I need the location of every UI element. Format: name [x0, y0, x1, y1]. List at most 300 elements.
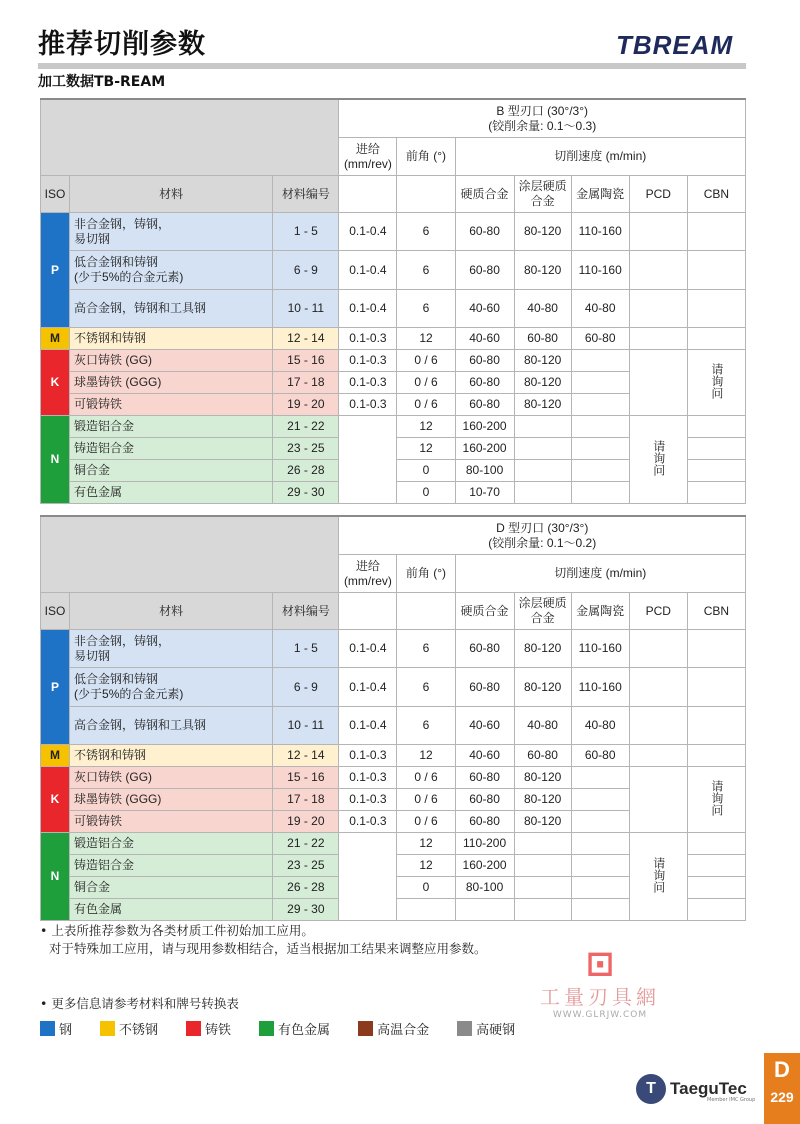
- material-name-detail: 易切钢: [74, 648, 111, 663]
- cbn-cell: [687, 707, 745, 745]
- cermet-speed-cell: [571, 350, 629, 372]
- iso-group-n: N: [41, 833, 70, 921]
- rake-cell: 0: [397, 460, 455, 482]
- section-tab: [764, 1053, 800, 1124]
- cermet-header: 金属陶瓷: [571, 593, 629, 630]
- legend-item: [457, 1019, 515, 1038]
- cbn-header: CBN: [687, 593, 745, 630]
- material-no-cell: 12 - 14: [273, 328, 339, 350]
- material-cell: [70, 833, 273, 855]
- legend-label: 不锈钢: [119, 1023, 159, 1038]
- coated-speed-cell: 80-120: [514, 350, 571, 372]
- feed-cell: 0.1-0.3: [339, 328, 397, 350]
- feed-cell: 0.1-0.3: [339, 811, 397, 833]
- material-no-header: 材料编号: [273, 176, 339, 213]
- header-row: [41, 516, 746, 555]
- cermet-speed-cell: [571, 416, 629, 438]
- inquiry-text: 请询问: [651, 856, 666, 893]
- material-name: 灰口铸铁 (GG): [74, 770, 153, 784]
- rake-blank: [397, 593, 455, 630]
- pcd-inquiry-cell: [629, 833, 687, 921]
- pcd-inquiry-cell: [629, 416, 687, 504]
- material-name: 低合金钢和铸钢: [74, 255, 159, 269]
- coated-speed-cell: [514, 899, 571, 921]
- material-name: 铸造铝合金: [74, 441, 135, 455]
- cbn-inquiry-cell: [687, 350, 745, 416]
- cermet-header: 金属陶瓷: [571, 176, 629, 213]
- legend-swatch: [40, 1021, 55, 1036]
- watermark-text: 工量刃具網: [540, 985, 660, 1009]
- material-name: 非合金钢，铸钢，: [74, 633, 171, 648]
- material-no-cell: 1 - 5: [273, 630, 339, 668]
- coated-carbide-header: 涂层硬质合金: [514, 176, 571, 213]
- carbide-speed-cell: 60-80: [455, 668, 514, 707]
- material-legend: [40, 1019, 543, 1038]
- rake-cell: 0: [397, 877, 455, 899]
- carbide-speed-cell: 60-80: [455, 213, 514, 251]
- rake-cell: 12: [397, 745, 455, 767]
- material-name: 铸造铝合金: [74, 858, 135, 872]
- material-cell: [70, 290, 273, 328]
- material-no-cell: 6 - 9: [273, 251, 339, 290]
- legend-label: 高温合金: [377, 1023, 430, 1038]
- material-name: 铜合金: [74, 463, 111, 477]
- feed-cell-empty: [339, 416, 397, 504]
- inquiry-text: 请询问: [709, 779, 724, 816]
- material-cell: [70, 350, 273, 372]
- material-cell: [70, 899, 273, 921]
- cbn-header: CBN: [687, 176, 745, 213]
- material-no-cell: 19 - 20: [273, 394, 339, 416]
- cermet-speed-cell: 110-160: [571, 668, 629, 707]
- material-name: 低合金钢和铸钢: [74, 672, 159, 686]
- table-row: [41, 328, 746, 350]
- material-no-cell: 10 - 11: [273, 290, 339, 328]
- reaming-allowance: (铰削余量: 0.1～0.3): [488, 118, 597, 133]
- rake-cell: 12: [397, 855, 455, 877]
- table-row: [41, 213, 746, 251]
- material-no-cell: 12 - 14: [273, 745, 339, 767]
- watermark-icon: ⊡: [585, 944, 615, 984]
- rake-cell: 6: [397, 707, 455, 745]
- cermet-speed-cell: [571, 372, 629, 394]
- page-subtitle: 加工数据TB-REAM: [38, 74, 166, 90]
- material-name: 不锈钢和铸钢: [74, 748, 147, 762]
- coated-carbide-header: 涂层硬质合金: [514, 593, 571, 630]
- taegutec-subtitle: Member IMC Group: [707, 1097, 756, 1103]
- cermet-speed-cell: 40-80: [571, 707, 629, 745]
- coated-speed-cell: 60-80: [514, 328, 571, 350]
- cutting-data-table-d: [40, 515, 746, 921]
- carbide-speed-cell: 160-200: [455, 416, 514, 438]
- legend-label: 高硬钢: [476, 1023, 516, 1038]
- material-cell: [70, 372, 273, 394]
- inquiry-text: 请询问: [651, 439, 666, 476]
- material-header: 材料: [70, 176, 273, 213]
- cbn-cell: [687, 899, 745, 921]
- legend-swatch: [259, 1021, 274, 1036]
- iso-group-p: P: [41, 213, 70, 328]
- cbn-inquiry-cell: [687, 767, 745, 833]
- coated-speed-cell: 80-120: [514, 213, 571, 251]
- material-cell: [70, 767, 273, 789]
- pcd-cell: [629, 668, 687, 707]
- rake-angle-header: 前角 (°): [397, 138, 455, 176]
- table-row: [41, 767, 746, 789]
- iso-header: ISO: [41, 593, 70, 630]
- feed-cell: 0.1-0.4: [339, 630, 397, 668]
- cermet-speed-cell: 110-160: [571, 630, 629, 668]
- legend-label: 钢: [59, 1023, 73, 1038]
- material-cell: [70, 328, 273, 350]
- legend-swatch: [358, 1021, 373, 1036]
- material-no-cell: 23 - 25: [273, 855, 339, 877]
- cbn-cell: [687, 668, 745, 707]
- material-name: 灰口铸铁 (GG): [74, 353, 153, 367]
- watermark: [530, 944, 670, 1020]
- rake-cell: 6: [397, 668, 455, 707]
- coated-speed-cell: [514, 877, 571, 899]
- note-conversion-table: • 更多信息请参考材料和牌号转换表: [40, 996, 239, 1011]
- rake-blank: [397, 176, 455, 213]
- iso-header: ISO: [41, 176, 70, 213]
- cermet-speed-cell: [571, 482, 629, 504]
- rake-cell: 12: [397, 328, 455, 350]
- material-name-detail: (少于5%的合金元素): [74, 687, 184, 701]
- taegutec-name: TaeguTec: [670, 1079, 747, 1098]
- legend-label: 铸铁: [205, 1023, 232, 1038]
- cbn-cell: [687, 213, 745, 251]
- material-no-cell: 29 - 30: [273, 899, 339, 921]
- material-cell: [70, 745, 273, 767]
- pcd-cell: [629, 745, 687, 767]
- material-cell: [70, 416, 273, 438]
- cermet-speed-cell: 40-80: [571, 290, 629, 328]
- cermet-speed-cell: [571, 460, 629, 482]
- material-cell: [70, 251, 273, 290]
- coated-speed-cell: [514, 416, 571, 438]
- note-line: 对于特殊加工应用，请与现用参数相结合，适当根据加工结果来调整应用参数。: [49, 941, 487, 956]
- material-name: 锻造铝合金: [74, 419, 135, 433]
- legend-swatch: [100, 1021, 115, 1036]
- feed-cell: 0.1-0.4: [339, 251, 397, 290]
- iso-group-p: P: [41, 630, 70, 745]
- carbide-speed-cell: 40-60: [455, 328, 514, 350]
- pcd-cell: [629, 290, 687, 328]
- cermet-speed-cell: [571, 789, 629, 811]
- material-no-cell: 17 - 18: [273, 372, 339, 394]
- rake-cell: 12: [397, 833, 455, 855]
- header-row: [41, 176, 746, 213]
- cbn-cell: [687, 855, 745, 877]
- material-no-header: 材料编号: [273, 593, 339, 630]
- pcd-cell: [629, 707, 687, 745]
- pcd-header: PCD: [629, 593, 687, 630]
- cbn-cell: [687, 482, 745, 504]
- rake-cell: 0 / 6: [397, 350, 455, 372]
- cbn-cell: [687, 328, 745, 350]
- legend-item: [100, 1019, 158, 1038]
- rake-cell: 6: [397, 290, 455, 328]
- carbide-speed-cell: 60-80: [455, 811, 514, 833]
- table-row: [41, 251, 746, 290]
- coated-speed-cell: 80-120: [514, 372, 571, 394]
- coated-speed-cell: 60-80: [514, 745, 571, 767]
- feed-cell: 0.1-0.3: [339, 394, 397, 416]
- rake-cell: 0 / 6: [397, 789, 455, 811]
- material-no-cell: 19 - 20: [273, 811, 339, 833]
- material-cell: [70, 213, 273, 251]
- feed-cell: 0.1-0.4: [339, 668, 397, 707]
- carbide-speed-cell: 60-80: [455, 372, 514, 394]
- material-cell: [70, 482, 273, 504]
- feed-header: 进给(mm/rev): [339, 555, 397, 593]
- carbide-speed-cell: 80-100: [455, 877, 514, 899]
- header-row: [41, 593, 746, 630]
- material-cell: [70, 668, 273, 707]
- pcd-cell: [629, 630, 687, 668]
- legend-swatch: [186, 1021, 201, 1036]
- material-cell: [70, 707, 273, 745]
- pcd-cell: [629, 251, 687, 290]
- coated-speed-cell: [514, 438, 571, 460]
- pcd-cell: [629, 328, 687, 350]
- carbide-speed-cell: 60-80: [455, 767, 514, 789]
- cbn-cell: [687, 460, 745, 482]
- iso-group-k: K: [41, 350, 70, 416]
- cermet-speed-cell: [571, 833, 629, 855]
- feed-cell-empty: [339, 833, 397, 921]
- coated-speed-cell: 80-120: [514, 811, 571, 833]
- carbide-speed-cell: 60-80: [455, 394, 514, 416]
- cutting-speed-header: 切削速度 (m/min): [455, 555, 745, 593]
- coated-speed-cell: [514, 482, 571, 504]
- material-no-cell: 21 - 22: [273, 416, 339, 438]
- reaming-allowance: (铰削余量: 0.1～0.2): [488, 535, 597, 550]
- material-cell: [70, 394, 273, 416]
- pcd-cell-empty: [629, 767, 687, 833]
- material-name: 球墨铸铁 (GGG): [74, 375, 162, 389]
- feed-cell: 0.1-0.3: [339, 372, 397, 394]
- material-cell: [70, 438, 273, 460]
- material-name: 球墨铸铁 (GGG): [74, 792, 162, 806]
- note-initial-application: [40, 922, 487, 958]
- material-no-cell: 15 - 16: [273, 350, 339, 372]
- cbn-cell: [687, 630, 745, 668]
- edge-type-title: D 型刃口 (30°/3°): [496, 520, 589, 535]
- cbn-cell: [687, 416, 745, 438]
- note-line: • 上表所推荐参数为各类材质工件初始加工应用。: [40, 923, 314, 938]
- coated-speed-cell: [514, 460, 571, 482]
- material-cell: [70, 789, 273, 811]
- coated-speed-cell: 80-120: [514, 394, 571, 416]
- legend-label: 有色金属: [278, 1023, 331, 1038]
- material-name: 高合金钢，铸钢和工具钢: [74, 301, 207, 315]
- table-row: [41, 350, 746, 372]
- cbn-cell: [687, 833, 745, 855]
- coated-speed-cell: 40-80: [514, 290, 571, 328]
- edge-type-header: [339, 99, 746, 138]
- cermet-speed-cell: [571, 899, 629, 921]
- carbide-speed-cell: 60-80: [455, 251, 514, 290]
- cutting-data-table-b: [40, 98, 746, 504]
- legend-item: [40, 1019, 72, 1038]
- page-title: 推荐切削参数: [38, 29, 206, 60]
- legend-item: [358, 1019, 429, 1038]
- iso-group-n: N: [41, 416, 70, 504]
- material-no-cell: 23 - 25: [273, 438, 339, 460]
- material-cell: [70, 630, 273, 668]
- carbide-speed-cell: 160-200: [455, 438, 514, 460]
- rake-angle-header: 前角 (°): [397, 555, 455, 593]
- coated-speed-cell: 40-80: [514, 707, 571, 745]
- cermet-speed-cell: [571, 877, 629, 899]
- watermark-url: WWW.GLRJW.COM: [552, 1010, 648, 1020]
- table-row: [41, 833, 746, 855]
- page-number: 229: [770, 1089, 794, 1105]
- inquiry-text: 请询问: [709, 362, 724, 399]
- material-name: 铜合金: [74, 880, 111, 894]
- table-row: [41, 630, 746, 668]
- legend-item: [186, 1019, 231, 1038]
- cermet-speed-cell: 60-80: [571, 328, 629, 350]
- material-no-cell: 26 - 28: [273, 460, 339, 482]
- pcd-header: PCD: [629, 176, 687, 213]
- material-cell: [70, 855, 273, 877]
- table-row: [41, 745, 746, 767]
- feed-cell: 0.1-0.4: [339, 290, 397, 328]
- edge-type-title: B 型刃口 (30°/3°): [496, 103, 589, 118]
- cbn-cell: [687, 877, 745, 899]
- feed-blank: [339, 593, 397, 630]
- iso-group-k: K: [41, 767, 70, 833]
- material-no-cell: 29 - 30: [273, 482, 339, 504]
- material-cell: [70, 811, 273, 833]
- material-no-cell: 15 - 16: [273, 767, 339, 789]
- cbn-cell: [687, 438, 745, 460]
- feed-cell: 0.1-0.3: [339, 767, 397, 789]
- carbide-speed-cell: 60-80: [455, 789, 514, 811]
- feed-cell: 0.1-0.3: [339, 745, 397, 767]
- material-name-detail: 易切钢: [74, 231, 111, 246]
- legend-item: [259, 1019, 330, 1038]
- feed-header: 进给(mm/rev): [339, 138, 397, 176]
- rake-cell: 0 / 6: [397, 394, 455, 416]
- rake-cell: 0: [397, 482, 455, 504]
- cbn-cell: [687, 251, 745, 290]
- legend-swatch: [457, 1021, 472, 1036]
- material-no-cell: 17 - 18: [273, 789, 339, 811]
- carbide-speed-cell: 10-70: [455, 482, 514, 504]
- table-row: [41, 290, 746, 328]
- cermet-speed-cell: [571, 855, 629, 877]
- coated-speed-cell: [514, 833, 571, 855]
- material-cell: [70, 460, 273, 482]
- table-row: [41, 707, 746, 745]
- table-row: [41, 668, 746, 707]
- coated-speed-cell: 80-120: [514, 789, 571, 811]
- material-name-detail: (少于5%的合金元素): [74, 270, 184, 284]
- cbn-cell: [687, 290, 745, 328]
- rake-cell: 12: [397, 438, 455, 460]
- carbide-speed-cell: 60-80: [455, 630, 514, 668]
- coated-speed-cell: 80-120: [514, 630, 571, 668]
- iso-group-m: M: [41, 745, 70, 767]
- cbn-cell: [687, 745, 745, 767]
- pcd-cell-empty: [629, 350, 687, 416]
- material-name: 高合金钢，铸钢和工具钢: [74, 718, 207, 732]
- feed-cell: 0.1-0.4: [339, 213, 397, 251]
- material-cell: [70, 877, 273, 899]
- feed-cell: 0.1-0.3: [339, 350, 397, 372]
- material-name: 不锈钢和铸钢: [74, 331, 147, 345]
- cermet-speed-cell: 110-160: [571, 213, 629, 251]
- cermet-speed-cell: 110-160: [571, 251, 629, 290]
- coated-speed-cell: 80-120: [514, 251, 571, 290]
- carbide-speed-cell: 80-100: [455, 460, 514, 482]
- material-no-cell: 1 - 5: [273, 213, 339, 251]
- brand-logo-text: TBREAM: [616, 30, 734, 60]
- feed-blank: [339, 176, 397, 213]
- rake-cell: 0 / 6: [397, 767, 455, 789]
- taegutec-mark-icon: T: [636, 1074, 666, 1104]
- edge-type-header: [339, 516, 746, 555]
- cermet-speed-cell: [571, 811, 629, 833]
- rake-cell: 6: [397, 213, 455, 251]
- material-no-cell: 6 - 9: [273, 668, 339, 707]
- carbide-header: 硬质合金: [455, 593, 514, 630]
- carbide-speed-cell: [455, 899, 514, 921]
- carbide-speed-cell: 40-60: [455, 290, 514, 328]
- material-name: 锻造铝合金: [74, 836, 135, 850]
- coated-speed-cell: 80-120: [514, 767, 571, 789]
- carbide-speed-cell: 60-80: [455, 350, 514, 372]
- rake-cell: 0 / 6: [397, 372, 455, 394]
- rake-cell: 12: [397, 416, 455, 438]
- material-no-cell: 21 - 22: [273, 833, 339, 855]
- cermet-speed-cell: 60-80: [571, 745, 629, 767]
- rake-cell: 0 / 6: [397, 811, 455, 833]
- material-no-cell: 26 - 28: [273, 877, 339, 899]
- material-name: 可锻铸铁: [74, 814, 123, 828]
- feed-cell: 0.1-0.4: [339, 707, 397, 745]
- cermet-speed-cell: [571, 394, 629, 416]
- rake-cell: 6: [397, 630, 455, 668]
- carbide-speed-cell: 40-60: [455, 745, 514, 767]
- header-blank: [41, 516, 339, 593]
- iso-group-m: M: [41, 328, 70, 350]
- carbide-header: 硬质合金: [455, 176, 514, 213]
- coated-speed-cell: 80-120: [514, 668, 571, 707]
- feed-cell: 0.1-0.3: [339, 789, 397, 811]
- header-row: [41, 99, 746, 138]
- material-no-cell: 10 - 11: [273, 707, 339, 745]
- cermet-speed-cell: [571, 438, 629, 460]
- carbide-speed-cell: 160-200: [455, 855, 514, 877]
- rake-cell: 6: [397, 251, 455, 290]
- material-name: 有色金属: [74, 902, 123, 916]
- pcd-cell: [629, 213, 687, 251]
- material-name: 非合金钢，铸钢，: [74, 216, 171, 231]
- title-divider: [38, 63, 746, 69]
- tbream-logo: [616, 30, 733, 61]
- table-row: [41, 416, 746, 438]
- material-name: 可锻铸铁: [74, 397, 123, 411]
- carbide-speed-cell: 110-200: [455, 833, 514, 855]
- coated-speed-cell: [514, 855, 571, 877]
- rake-cell: [397, 899, 455, 921]
- section-letter: D: [774, 1057, 790, 1082]
